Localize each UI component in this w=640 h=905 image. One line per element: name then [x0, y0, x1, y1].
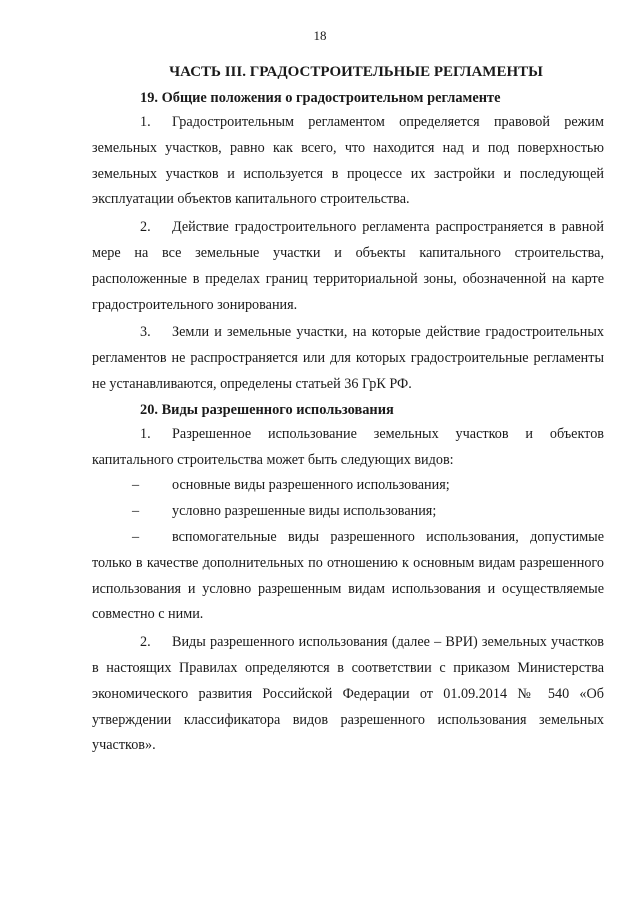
item-text: Земли и земельные участки, на которые действие градостроительных регламентов не распространяется или для которых градостроительные регламенты не устанавливаются, определены статьей 36 ГрК РФ.	[92, 324, 604, 392]
document-body	[92, 58, 604, 759]
bullet-item	[92, 473, 604, 499]
dash-marker: –	[132, 477, 140, 494]
section-19-item-1	[92, 110, 604, 213]
dash-marker: –	[132, 528, 140, 545]
item-number: 1.	[140, 425, 151, 442]
bullet-text: основные виды разрешенного использования;	[172, 477, 450, 494]
bullet-text: вспомогательные виды разрешенного использования, допустимые только в качестве дополнительных по отношению к основным видам разрешенного использования и условно разрешенным видам использования и осуществляемые совместно с ними.	[92, 528, 604, 623]
item-number: 1.	[140, 114, 151, 130]
page-number: 18	[313, 28, 327, 43]
section-20-title: 20. Виды разрешенного использования	[140, 401, 394, 418]
item-number: 2.	[140, 219, 151, 236]
item-text: Виды разрешенного использования (далее – ВРИ) земельных участков в настоящих Правилах определяются в соответствии с приказом Министерства экономического развития Российской Федерации от 01.09.2014 № 540 «Об утверждении классификатора видов разрешенного использования земельных участков».	[92, 634, 604, 754]
bullet-item	[92, 525, 604, 628]
item-text: Действие градостроительного регламента распространяется в равной мере на все земельные участки и объекты капитального строительства, расположенные в пределах границ территориальной зоны, обозначенной на карте градостроительного зонирования.	[92, 219, 604, 313]
section-20-item-1	[92, 422, 604, 474]
section-20-item-2	[92, 630, 604, 759]
section-19-title: 19. Общие положения о градостроительном регламенте	[140, 90, 501, 106]
section-19-item-2	[92, 215, 604, 318]
bullet-item	[92, 499, 604, 525]
item-text: Разрешенное использование земельных участков и объектов капитального строительства может быть следующих видов:	[92, 425, 604, 468]
item-text: Градостроительным регламентом определяется правовой режим земельных участков, равно как всего, что находится над и под поверхностью земельных участков и используется в процессе их застройки и последующей эксплуатации объектов капитального строительства.	[92, 114, 604, 208]
section-19-item-3	[92, 320, 604, 397]
dash-marker: –	[132, 503, 140, 520]
bullet-text: условно разрешенные виды использования;	[172, 503, 437, 520]
item-number: 3.	[140, 324, 151, 341]
item-number: 2.	[140, 634, 151, 651]
part-title: ЧАСТЬ III. ГРАДОСТРОИТЕЛЬНЫЕ РЕГЛАМЕНТЫ	[169, 64, 543, 80]
